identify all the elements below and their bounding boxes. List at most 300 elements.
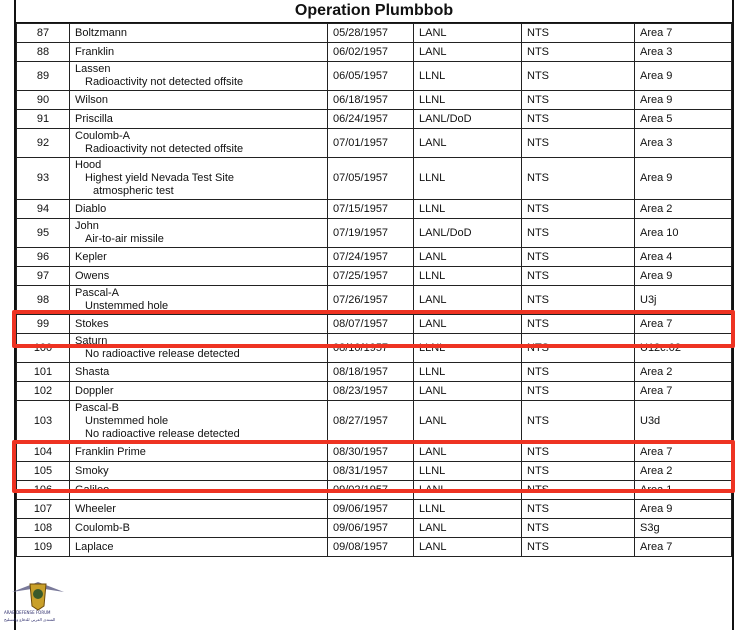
test-name: Wilson bbox=[75, 93, 109, 106]
row-number: 98 bbox=[36, 293, 50, 306]
test-area-cell bbox=[635, 91, 732, 110]
test-lab: LANL bbox=[419, 384, 447, 397]
test-note: Highest yield Nevada Test Site bbox=[85, 172, 234, 184]
test-site-cell bbox=[522, 382, 635, 401]
test-area-cell bbox=[635, 315, 732, 334]
test-lab-cell bbox=[414, 158, 522, 200]
test-name-cell bbox=[70, 500, 328, 519]
row-number-cell bbox=[17, 519, 70, 538]
test-area: Area 7 bbox=[640, 445, 673, 458]
test-name: Franklin bbox=[75, 45, 115, 58]
table-row bbox=[17, 219, 732, 248]
test-site-cell bbox=[522, 248, 635, 267]
row-number-cell bbox=[17, 110, 70, 129]
table-row bbox=[17, 363, 732, 382]
test-note: Unstemmed hole bbox=[85, 415, 169, 427]
test-date-cell bbox=[328, 286, 414, 315]
row-number: 99 bbox=[36, 317, 50, 330]
test-lab-cell bbox=[414, 43, 522, 62]
test-name: Pascal-A bbox=[75, 287, 120, 299]
test-name: Priscilla bbox=[75, 112, 113, 125]
test-area: U3d bbox=[640, 415, 661, 427]
test-date: 08/23/1957 bbox=[333, 384, 389, 397]
test-lab-cell bbox=[414, 363, 522, 382]
test-lab: LLNL bbox=[419, 269, 446, 282]
test-note: Radioactivity not detected offsite bbox=[85, 76, 244, 88]
test-name: Doppler bbox=[75, 384, 114, 397]
table-row bbox=[17, 43, 732, 62]
test-date-cell bbox=[328, 200, 414, 219]
test-date: 07/01/1957 bbox=[333, 136, 389, 149]
row-number-cell bbox=[17, 158, 70, 200]
test-site: NTS bbox=[527, 136, 549, 149]
test-name: Lassen bbox=[75, 63, 111, 75]
test-site: NTS bbox=[527, 202, 549, 215]
test-area-cell bbox=[635, 481, 732, 500]
test-name: Hood bbox=[75, 159, 102, 171]
test-area-cell bbox=[635, 443, 732, 462]
test-lab: LANL bbox=[419, 250, 447, 263]
test-name: Franklin Prime bbox=[75, 445, 146, 458]
test-site-cell bbox=[522, 462, 635, 481]
test-site: NTS bbox=[527, 464, 549, 477]
row-number: 105 bbox=[33, 464, 53, 477]
test-date-cell bbox=[328, 62, 414, 91]
test-date-cell bbox=[328, 443, 414, 462]
test-area: Area 3 bbox=[640, 45, 673, 58]
test-site: NTS bbox=[527, 540, 549, 553]
document-page bbox=[14, 0, 734, 630]
test-area-cell bbox=[635, 158, 732, 200]
test-name: Saturn bbox=[75, 335, 108, 347]
test-lab-cell bbox=[414, 334, 522, 363]
test-lab: LANL bbox=[419, 317, 447, 330]
test-note: atmospheric test bbox=[93, 185, 174, 197]
test-date-cell bbox=[328, 481, 414, 500]
test-date-cell bbox=[328, 91, 414, 110]
test-date-cell bbox=[328, 248, 414, 267]
test-date: 09/06/1957 bbox=[333, 502, 389, 515]
table-row bbox=[17, 443, 732, 462]
test-lab-cell bbox=[414, 443, 522, 462]
test-note: No radioactive release detected bbox=[85, 348, 240, 360]
row-number: 91 bbox=[36, 112, 50, 125]
test-date: 06/24/1957 bbox=[333, 112, 389, 125]
table-row bbox=[17, 24, 732, 43]
test-date: 07/19/1957 bbox=[333, 226, 389, 239]
table-row bbox=[17, 267, 732, 286]
test-lab: LANL bbox=[419, 26, 447, 39]
test-lab-cell bbox=[414, 481, 522, 500]
test-area: Area 9 bbox=[640, 502, 673, 515]
test-site: NTS bbox=[527, 93, 549, 106]
test-note: Air-to-air missile bbox=[85, 233, 164, 245]
table-row bbox=[17, 315, 732, 334]
test-area: U12c.02 bbox=[640, 341, 681, 354]
logo-text-ar: المنتدى العربي للدفاع والتسليح bbox=[4, 617, 56, 622]
test-lab: LLNL bbox=[419, 502, 446, 515]
test-name-cell bbox=[70, 519, 328, 538]
table-row bbox=[17, 401, 732, 443]
test-site-cell bbox=[522, 219, 635, 248]
row-number: 106 bbox=[33, 483, 53, 496]
test-lab-cell bbox=[414, 500, 522, 519]
test-lab-cell bbox=[414, 219, 522, 248]
row-number-cell bbox=[17, 462, 70, 481]
test-area: Area 9 bbox=[640, 172, 673, 184]
row-number-cell bbox=[17, 248, 70, 267]
row-number-cell bbox=[17, 500, 70, 519]
test-site-cell bbox=[522, 267, 635, 286]
test-site: NTS bbox=[527, 250, 549, 263]
test-date-cell bbox=[328, 334, 414, 363]
table-row bbox=[17, 248, 732, 267]
test-name-cell bbox=[70, 267, 328, 286]
test-area-cell bbox=[635, 110, 732, 129]
test-lab-cell bbox=[414, 315, 522, 334]
test-area: U3j bbox=[640, 293, 657, 306]
row-number: 89 bbox=[36, 69, 50, 82]
test-name: Wheeler bbox=[75, 502, 116, 515]
table-row bbox=[17, 519, 732, 538]
test-note: No radioactive release detected bbox=[85, 428, 240, 440]
test-name-cell bbox=[70, 443, 328, 462]
test-date-cell bbox=[328, 129, 414, 158]
test-name-cell bbox=[70, 538, 328, 557]
test-lab: LLNL bbox=[419, 464, 446, 477]
test-lab-cell bbox=[414, 538, 522, 557]
test-site: NTS bbox=[527, 269, 549, 282]
test-site-cell bbox=[522, 334, 635, 363]
test-area: Area 7 bbox=[640, 540, 673, 553]
row-number: 93 bbox=[36, 172, 50, 184]
test-date: 07/26/1957 bbox=[333, 293, 389, 306]
row-number: 95 bbox=[36, 226, 50, 239]
test-lab-cell bbox=[414, 129, 522, 158]
table-row bbox=[17, 110, 732, 129]
test-area: Area 1 bbox=[640, 483, 673, 496]
test-lab-cell bbox=[414, 382, 522, 401]
test-lab-cell bbox=[414, 62, 522, 91]
test-date: 08/10/1957 bbox=[333, 341, 389, 354]
test-site-cell bbox=[522, 538, 635, 557]
test-area-cell bbox=[635, 462, 732, 481]
test-lab-cell bbox=[414, 286, 522, 315]
test-name-cell bbox=[70, 315, 328, 334]
test-date: 09/02/1957 bbox=[333, 483, 389, 496]
row-number-cell bbox=[17, 382, 70, 401]
test-date-cell bbox=[328, 462, 414, 481]
test-name-cell bbox=[70, 401, 328, 443]
test-area: Area 3 bbox=[640, 136, 673, 149]
test-lab: LLNL bbox=[419, 172, 446, 184]
page-title: Operation Plumbbob bbox=[16, 0, 732, 23]
test-site-cell bbox=[522, 91, 635, 110]
test-area: Area 7 bbox=[640, 26, 673, 39]
test-name-cell bbox=[70, 481, 328, 500]
forum-logo bbox=[0, 572, 78, 630]
test-site: NTS bbox=[527, 365, 549, 378]
test-date: 06/02/1957 bbox=[333, 45, 389, 58]
test-lab: LANL bbox=[419, 445, 447, 458]
test-site: NTS bbox=[527, 445, 549, 458]
test-area-cell bbox=[635, 538, 732, 557]
test-note: Unstemmed hole bbox=[85, 300, 169, 312]
test-name: Diablo bbox=[75, 202, 107, 215]
test-area-cell bbox=[635, 24, 732, 43]
table-row bbox=[17, 481, 732, 500]
test-name-cell bbox=[70, 62, 328, 91]
test-area-cell bbox=[635, 286, 732, 315]
row-number: 100 bbox=[33, 341, 53, 354]
test-lab: LLNL bbox=[419, 365, 446, 378]
test-site: NTS bbox=[527, 112, 549, 125]
table-row bbox=[17, 158, 732, 200]
test-site-cell bbox=[522, 481, 635, 500]
row-number-cell bbox=[17, 267, 70, 286]
test-name: Shasta bbox=[75, 365, 110, 378]
test-site-cell bbox=[522, 200, 635, 219]
test-area: Area 2 bbox=[640, 464, 673, 477]
test-lab-cell bbox=[414, 519, 522, 538]
test-lab: LANL bbox=[419, 415, 447, 427]
test-site-cell bbox=[522, 286, 635, 315]
test-area: Area 9 bbox=[640, 93, 673, 106]
table-row bbox=[17, 382, 732, 401]
test-area: Area 2 bbox=[640, 202, 673, 215]
test-site: NTS bbox=[527, 483, 549, 496]
test-lab: LANL bbox=[419, 483, 447, 496]
test-lab: LLNL bbox=[419, 341, 446, 354]
test-area: Area 5 bbox=[640, 112, 673, 125]
row-number-cell bbox=[17, 443, 70, 462]
test-name: Boltzmann bbox=[75, 26, 127, 39]
test-area-cell bbox=[635, 382, 732, 401]
test-date: 08/30/1957 bbox=[333, 445, 389, 458]
test-lab-cell bbox=[414, 267, 522, 286]
test-site-cell bbox=[522, 43, 635, 62]
table-row bbox=[17, 200, 732, 219]
logo-text-en: ARAB DEFENSE FORUM bbox=[4, 610, 51, 615]
test-site: NTS bbox=[527, 172, 549, 184]
test-lab: LANL bbox=[419, 540, 447, 553]
row-number-cell bbox=[17, 24, 70, 43]
test-site: NTS bbox=[527, 341, 549, 354]
test-area: Area 10 bbox=[640, 226, 679, 239]
test-lab: LANL/DoD bbox=[419, 112, 472, 125]
row-number: 102 bbox=[33, 384, 53, 397]
test-area-cell bbox=[635, 401, 732, 443]
test-name-cell bbox=[70, 462, 328, 481]
table-row bbox=[17, 62, 732, 91]
test-date: 05/28/1957 bbox=[333, 26, 389, 39]
row-number-cell bbox=[17, 286, 70, 315]
row-number: 107 bbox=[33, 502, 53, 515]
test-area: Area 7 bbox=[640, 384, 673, 397]
test-site-cell bbox=[522, 110, 635, 129]
test-date-cell bbox=[328, 219, 414, 248]
row-number: 87 bbox=[36, 26, 50, 39]
test-name-cell bbox=[70, 91, 328, 110]
test-area-cell bbox=[635, 129, 732, 158]
test-area-cell bbox=[635, 200, 732, 219]
test-name-cell bbox=[70, 200, 328, 219]
test-date-cell bbox=[328, 158, 414, 200]
test-name-cell bbox=[70, 129, 328, 158]
test-date: 07/25/1957 bbox=[333, 269, 389, 282]
row-number: 97 bbox=[36, 269, 50, 282]
test-site-cell bbox=[522, 24, 635, 43]
test-date-cell bbox=[328, 519, 414, 538]
test-date-cell bbox=[328, 267, 414, 286]
test-date: 07/15/1957 bbox=[333, 202, 389, 215]
test-area-cell bbox=[635, 248, 732, 267]
test-lab: LANL bbox=[419, 45, 447, 58]
row-number: 101 bbox=[33, 365, 53, 378]
test-date: 08/31/1957 bbox=[333, 464, 389, 477]
test-site-cell bbox=[522, 500, 635, 519]
row-number-cell bbox=[17, 481, 70, 500]
test-area: S3g bbox=[640, 521, 660, 534]
table-row bbox=[17, 538, 732, 557]
test-lab: LLNL bbox=[419, 93, 446, 106]
test-area: Area 4 bbox=[640, 250, 673, 263]
test-area-cell bbox=[635, 267, 732, 286]
test-date: 06/05/1957 bbox=[333, 69, 389, 82]
test-area-cell bbox=[635, 62, 732, 91]
test-site: NTS bbox=[527, 415, 549, 427]
row-number: 92 bbox=[36, 136, 50, 149]
row-number: 90 bbox=[36, 93, 50, 106]
test-site-cell bbox=[522, 363, 635, 382]
row-number-cell bbox=[17, 315, 70, 334]
test-site-cell bbox=[522, 158, 635, 200]
arab-defense-forum-emblem-icon bbox=[0, 572, 78, 612]
test-date-cell bbox=[328, 382, 414, 401]
test-name: Coulomb-A bbox=[75, 130, 131, 142]
row-number: 94 bbox=[36, 202, 50, 215]
table-row bbox=[17, 462, 732, 481]
test-area: Area 7 bbox=[640, 317, 673, 330]
test-name: Stokes bbox=[75, 317, 109, 330]
test-lab: LANL bbox=[419, 136, 447, 149]
row-number: 108 bbox=[33, 521, 53, 534]
test-name-cell bbox=[70, 158, 328, 200]
test-site: NTS bbox=[527, 26, 549, 39]
test-date-cell bbox=[328, 538, 414, 557]
row-number-cell bbox=[17, 363, 70, 382]
test-name-cell bbox=[70, 382, 328, 401]
test-site-cell bbox=[522, 62, 635, 91]
test-date-cell bbox=[328, 500, 414, 519]
test-name: Laplace bbox=[75, 540, 114, 553]
row-number-cell bbox=[17, 200, 70, 219]
test-date: 06/18/1957 bbox=[333, 93, 389, 106]
test-area: Area 2 bbox=[640, 365, 673, 378]
test-site: NTS bbox=[527, 45, 549, 58]
test-name: Smoky bbox=[75, 464, 109, 477]
test-site-cell bbox=[522, 443, 635, 462]
test-area-cell bbox=[635, 363, 732, 382]
test-date: 09/06/1957 bbox=[333, 521, 389, 534]
test-date-cell bbox=[328, 110, 414, 129]
row-number: 104 bbox=[33, 445, 53, 458]
test-name: Pascal-B bbox=[75, 402, 120, 414]
test-lab: LANL bbox=[419, 293, 447, 306]
test-site-cell bbox=[522, 519, 635, 538]
test-name-cell bbox=[70, 334, 328, 363]
test-date: 08/07/1957 bbox=[333, 317, 389, 330]
row-number-cell bbox=[17, 62, 70, 91]
test-lab-cell bbox=[414, 200, 522, 219]
test-area-cell bbox=[635, 519, 732, 538]
test-lab-cell bbox=[414, 24, 522, 43]
row-number: 96 bbox=[36, 250, 50, 263]
row-number: 103 bbox=[33, 415, 53, 427]
test-date: 07/24/1957 bbox=[333, 250, 389, 263]
test-lab-cell bbox=[414, 110, 522, 129]
test-date-cell bbox=[328, 315, 414, 334]
test-site: NTS bbox=[527, 521, 549, 534]
test-area: Area 9 bbox=[640, 269, 673, 282]
test-name: Coulomb-B bbox=[75, 521, 131, 534]
test-lab: LANL bbox=[419, 521, 447, 534]
row-number-cell bbox=[17, 43, 70, 62]
row-number-cell bbox=[17, 219, 70, 248]
test-name-cell bbox=[70, 286, 328, 315]
test-name-cell bbox=[70, 363, 328, 382]
test-lab-cell bbox=[414, 248, 522, 267]
test-name-cell bbox=[70, 219, 328, 248]
test-lab: LLNL bbox=[419, 202, 446, 215]
row-number-cell bbox=[17, 538, 70, 557]
row-number: 88 bbox=[36, 45, 50, 58]
test-site: NTS bbox=[527, 317, 549, 330]
test-lab-cell bbox=[414, 462, 522, 481]
row-number: 109 bbox=[33, 540, 53, 553]
table-row bbox=[17, 129, 732, 158]
test-site-cell bbox=[522, 129, 635, 158]
test-name-cell bbox=[70, 248, 328, 267]
test-date-cell bbox=[328, 401, 414, 443]
test-lab: LLNL bbox=[419, 69, 446, 82]
tests-table-body bbox=[17, 24, 732, 557]
test-name-cell bbox=[70, 43, 328, 62]
test-area: Area 9 bbox=[640, 69, 673, 82]
row-number-cell bbox=[17, 91, 70, 110]
test-lab-cell bbox=[414, 401, 522, 443]
test-name-cell bbox=[70, 24, 328, 43]
test-site: NTS bbox=[527, 69, 549, 82]
test-name: Kepler bbox=[75, 250, 107, 263]
test-site-cell bbox=[522, 401, 635, 443]
test-area-cell bbox=[635, 43, 732, 62]
test-site: NTS bbox=[527, 502, 549, 515]
table-row bbox=[17, 334, 732, 363]
tests-table bbox=[16, 23, 732, 557]
test-date: 08/18/1957 bbox=[333, 365, 389, 378]
test-date-cell bbox=[328, 363, 414, 382]
test-note: Radioactivity not detected offsite bbox=[85, 143, 244, 155]
test-date-cell bbox=[328, 24, 414, 43]
table-row bbox=[17, 91, 732, 110]
test-site: NTS bbox=[527, 226, 549, 239]
row-number-cell bbox=[17, 401, 70, 443]
row-number-cell bbox=[17, 334, 70, 363]
test-lab-cell bbox=[414, 91, 522, 110]
test-date: 07/05/1957 bbox=[333, 172, 389, 184]
test-name: Galileo bbox=[75, 483, 110, 496]
